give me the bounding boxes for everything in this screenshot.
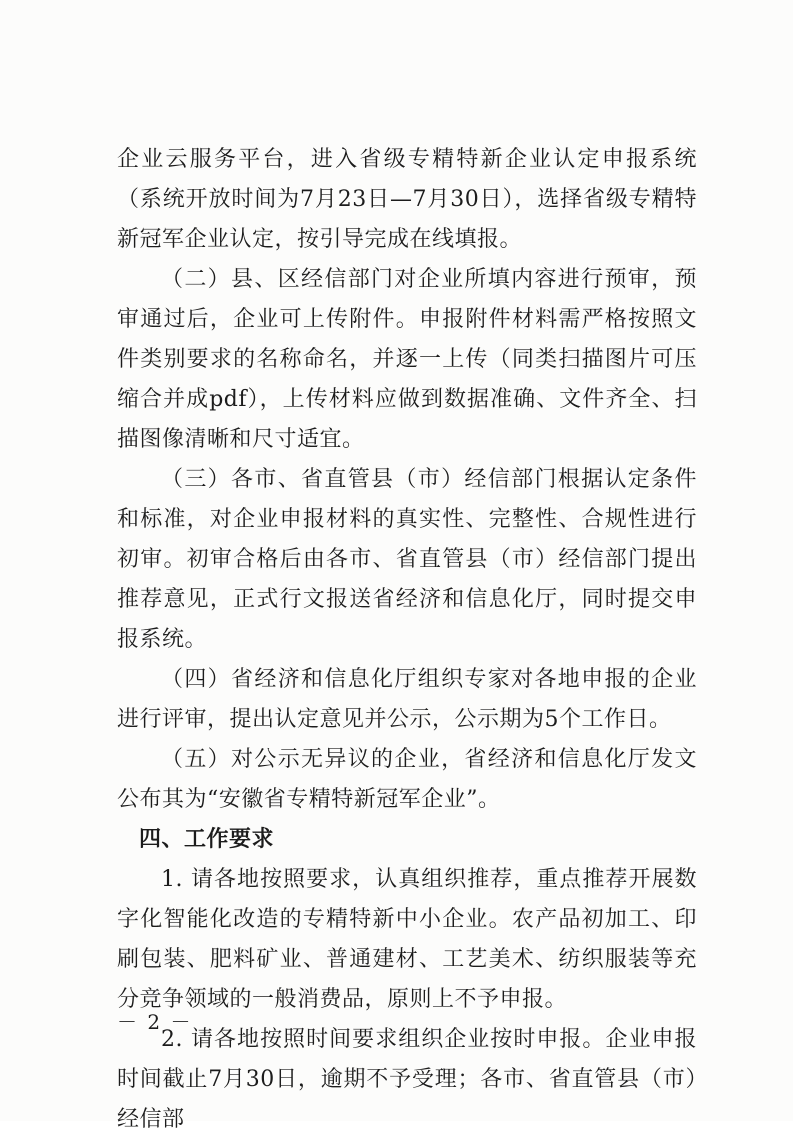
paragraph-step-2: （二）县、区经信部门对企业所填内容进行预审，预审通过后，企业可上传附件。申报附件材料需严格按照文件类别要求的名称命名，并逐一上传（同类扫描图片可压缩合并成pdf），上传材料应做到数据准确、文件齐全、扫描图像清晰和尺寸适宜。: [117, 267, 697, 452]
paragraph-step-4: （四）省经济和信息化厅组织专家对各地申报的企业进行评审，提出认定意见并公示，公示期为5个工作日。: [117, 667, 697, 732]
paragraph-continuation: 企业云服务平台，进入省级专精特新企业认定申报系统（系统开放时间为7月23日—7月30日），选择省级专精特新冠军企业认定，按引导完成在线填报。: [117, 147, 697, 252]
paragraph-requirement-1: 1. 请各地按照要求，认真组织推荐，重点推荐开展数字化智能化改造的专精特新中小企业。农产品初加工、印刷包装、肥料矿业、普通建材、工艺美术、纺织服装等充分竞争领域的一般消费品，原则上不予申报。: [117, 867, 697, 1012]
section-heading-work-requirements: 四、工作要求: [139, 827, 275, 852]
paragraph-requirement-2: 2. 请各地按照时间要求组织企业按时申报。企业申报时间截止7月30日，逾期不予受理；各市、省直管县（市）经信部: [117, 1027, 697, 1132]
page-number: － 2 －: [117, 1010, 193, 1034]
document-body: [117, 140, 697, 1140]
paragraph-step-5: （五）对公示无异议的企业，省经济和信息化厅发文公布其为“安徽省专精特新冠军企业”。: [117, 747, 697, 812]
paragraph-step-3: （三）各市、省直管县（市）经信部门根据认定条件和标准，对企业申报材料的真实性、完整性、合规性进行初审。初审合格后由各市、省直管县（市）经信部门提出推荐意见，正式行文报送省经济和信息化厅，同时提交申报系统。: [117, 467, 697, 652]
